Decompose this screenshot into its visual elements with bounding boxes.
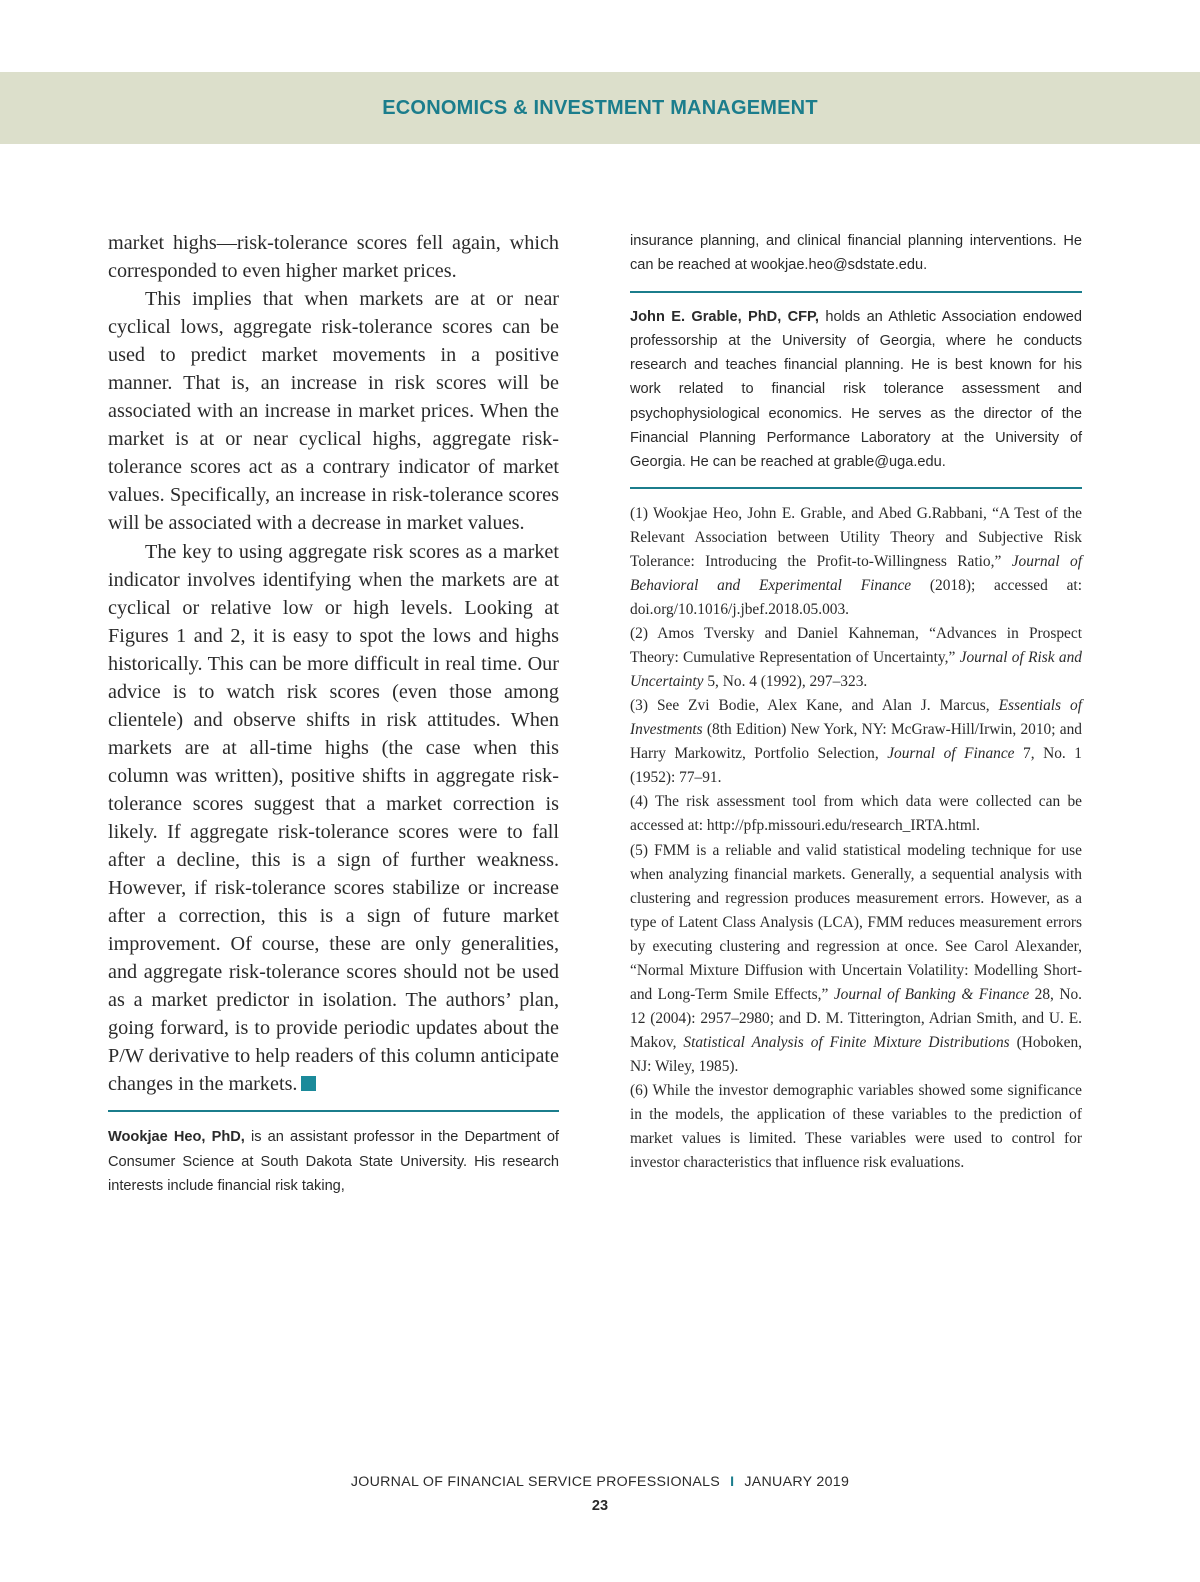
endnote-journal-title: Journal of Finance (887, 745, 1015, 763)
article-right-column (630, 229, 1082, 1175)
author-name-grable: John E. Grable, PhD, CFP, (630, 309, 819, 326)
endnote-text: (8th Edition) New York, NY: McGraw-Hill/Irwin, 2010; and Harry Markowitz, Portfolio Selection, (630, 721, 1082, 763)
author-bio-text: holds an Athletic Association endowed professorship at the University of Georgia, where he conducts research and teaches financial planning. He is best known for his work related to financial risk tolerance assessment and psychophysiological economics. He serves as the director of the Financial Planning Performance Laboratory at the University of Georgia. He can be reached at grable@uga.edu. (630, 309, 1082, 470)
endnote-journal-title: Journal of Banking & Finance (833, 985, 1030, 1003)
divider (108, 1110, 559, 1112)
section-header-band (0, 72, 1200, 144)
endnote-text: (2) Amos Tversky and Daniel Kahneman, “Advances in Prospect Theory: Cumulative Representation of Uncertainty,” (630, 625, 1082, 667)
article-left-column (108, 229, 559, 1198)
author-bio-grable (630, 305, 1082, 474)
endnotes (630, 502, 1082, 1175)
endnote-text: (3) See Zvi Bodie, Alex Kane, and Alan J. Marcus, (630, 697, 999, 715)
endnote-text: 5, No. 4 (1992), 297–323. (703, 673, 868, 691)
endnote-journal-title: Journal of Risk and Uncertainty (630, 649, 1083, 691)
end-mark-icon (301, 1076, 316, 1091)
endnote-book-title: Essentials of Investments (630, 697, 1082, 739)
page-footer (0, 1474, 1200, 1490)
issue-date: JANUARY 2019 (744, 1474, 850, 1490)
endnote-book-title: Statistical Analysis of Finite Mixture Distributions (683, 1033, 1010, 1051)
endnote-2 (630, 622, 1082, 694)
author-bio-heo (108, 1125, 559, 1197)
article-paragraph: This implies that when markets are at or near cyclical lows, aggregate risk-tolerance scores can be used to predict market movements in a positive manner. That is, an increase in risk scores will be associated with an increase in market prices. When the market is at or near cyclical highs, aggregate risk-tolerance scores act as a contrary indicator of market values. Specifically, an increase in risk-tolerance scores will be associated with a decrease in market values. (108, 288, 559, 535)
endnote-text: (Hoboken, NJ: Wiley, 1985). (630, 1033, 1082, 1075)
section-title: ECONOMICS & INVESTMENT MANAGEMENT (382, 96, 818, 119)
author-name-heo: Wookjae Heo, PhD, (108, 1129, 245, 1146)
article-paragraph: market highs—risk-tolerance scores fell again, which corresponded to even higher market prices. (108, 232, 559, 283)
endnote-4: (4) The risk assessment tool from which data were collected can be accessed at: http://pfp.missouri.edu/research_IRTA.html. (630, 793, 1082, 835)
page-number: 23 (591, 1498, 609, 1514)
author-bio-text: is an assistant professor in the Department of Consumer Science at South Dakota State University. His research interests include financial risk taking, (108, 1129, 559, 1194)
endnote-journal-title: Journal of Behavioral and Experimental Finance (630, 552, 1083, 594)
footer-separator: I (730, 1474, 735, 1490)
journal-name: JOURNAL OF FINANCIAL SERVICE PROFESSIONALS (350, 1474, 721, 1490)
endnote-text: 28, No. 12 (2004): 2957–2980; and D. M. Titterington, Adrian Smith, and U. E. Makov, (630, 985, 1082, 1051)
endnote-6: (6) While the investor demographic variables showed some significance in the models, the application of these variables to the prediction of market values is limited. These variables were used to control for investor characteristics that influence risk evaluations. (630, 1081, 1082, 1172)
article-paragraph (108, 538, 559, 1099)
divider (630, 487, 1082, 489)
endnote-text: 7, No. 1 (1952): 77–91. (630, 745, 1082, 787)
endnote-text: (1) Wookjae Heo, John E. Grable, and Abed G.Rabbani, “A Test of the Relevant Association between Utility Theory and Subjective Risk Tolerance: Introducing the Profit-to-Willingness Ratio,” (630, 504, 1082, 570)
endnote-1 (630, 502, 1082, 622)
endnote-text: (2018); accessed at: doi.org/10.1016/j.jbef.2018.05.003. (630, 576, 1082, 619)
divider (630, 291, 1082, 293)
author-bio-heo-continued: insurance planning, and clinical financial planning interventions. He can be reached at wookjae.heo@sdstate.edu. (630, 233, 1082, 274)
endnote-5 (630, 839, 1082, 1079)
endnote-text: (5) FMM is a reliable and valid statistical modeling technique for use when analyzing financial markets. Generally, a sequential analysis with clustering and regression produces measurement errors. However, as a type of Latent Class Analysis (LCA), FMM reduces measurement errors by executing clustering and regression at once. See Carol Alexander, “Normal Mixture Diffusion with Uncertain Volatility: Modelling Short- and Long-Term Smile Effects,” (630, 841, 1082, 1003)
endnote-3 (630, 694, 1082, 790)
article-paragraph-text: The key to using aggregate risk scores as a market indicator involves identifying when the markets are at cyclical or relative low or high levels. Looking at Figures 1 and 2, it is easy to spot the lows and highs historically. This can be more difficult in real time. Our advice is to watch risk scores (even those among clientele) and observe shifts in risk attitudes. When markets are at all-time highs (the case when this column was written), positive shifts in aggregate risk-tolerance scores suggest that a market correction is likely. If aggregate risk-tolerance scores were to fall after a decline, this is a sign of further weakness. However, if risk-tolerance scores stabilize or increase after a correction, this is a sign of future market improvement. Of course, these are only generalities, and aggregate risk-tolerance scores should not be used as a market predictor in isolation. The authors’ plan, going forward, is to provide periodic updates about the P/W derivative to help readers of this column anticipate changes in the markets. (108, 540, 559, 1096)
